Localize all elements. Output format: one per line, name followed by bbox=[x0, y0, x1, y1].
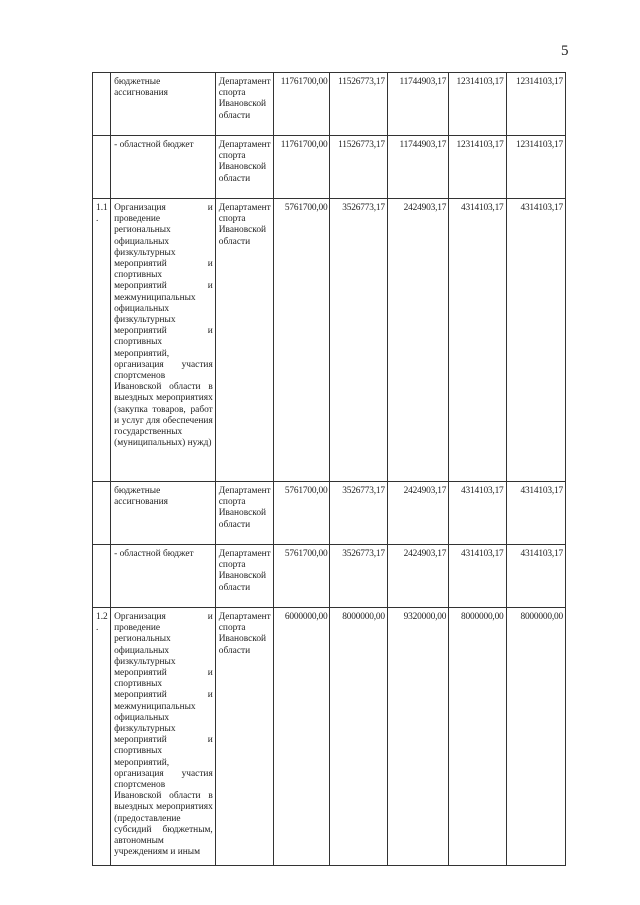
row-value-5: 4314103,17 bbox=[506, 482, 565, 545]
row-number bbox=[93, 482, 111, 545]
row-value-2: 11526773,17 bbox=[330, 136, 387, 199]
row-value-1: 5761700,00 bbox=[274, 545, 330, 608]
row-name: бюджетные ассигнования bbox=[111, 482, 216, 545]
row-value-1: 11761700,00 bbox=[274, 136, 330, 199]
row-value-5: 8000000,00 bbox=[506, 608, 565, 866]
row-value-3: 11744903,17 bbox=[387, 136, 448, 199]
row-value-4: 4314103,17 bbox=[449, 199, 506, 482]
row-name: бюджетные ассигнования bbox=[111, 73, 216, 136]
row-value-3: 11744903,17 bbox=[387, 73, 448, 136]
row-number bbox=[93, 545, 111, 608]
row-department: Департамент спорта Ивановской области bbox=[215, 545, 273, 608]
row-value-2: 3526773,17 bbox=[330, 199, 387, 482]
row-number bbox=[93, 73, 111, 136]
row-number bbox=[93, 136, 111, 199]
row-department: Департамент спорта Ивановской области bbox=[215, 199, 273, 482]
table-row bbox=[93, 608, 566, 866]
row-value-2: 8000000,00 bbox=[330, 608, 387, 866]
row-value-5: 4314103,17 bbox=[506, 199, 565, 482]
page-number: 5 bbox=[561, 43, 569, 59]
row-name: - областной бюджет bbox=[111, 136, 216, 199]
row-value-1: 6000000,00 bbox=[274, 608, 330, 866]
row-value-5: 4314103,17 bbox=[506, 545, 565, 608]
row-value-1: 11761700,00 bbox=[274, 73, 330, 136]
row-value-5: 12314103,17 bbox=[506, 73, 565, 136]
row-value-3: 2424903,17 bbox=[387, 545, 448, 608]
row-value-2: 11526773,17 bbox=[330, 73, 387, 136]
row-value-3: 2424903,17 bbox=[387, 199, 448, 482]
row-number: 1.1. bbox=[93, 199, 111, 482]
row-value-4: 4314103,17 bbox=[449, 482, 506, 545]
row-number: 1.2. bbox=[93, 608, 111, 866]
row-value-2: 3526773,17 bbox=[330, 482, 387, 545]
row-department: Департамент спорта Ивановской области bbox=[215, 482, 273, 545]
row-value-4: 4314103,17 bbox=[449, 545, 506, 608]
row-name: - областной бюджет bbox=[111, 545, 216, 608]
budget-table bbox=[92, 72, 566, 866]
row-department: Департамент спорта Ивановской области bbox=[215, 136, 273, 199]
row-value-4: 12314103,17 bbox=[449, 73, 506, 136]
table-row bbox=[93, 199, 566, 482]
row-department: Департамент спорта Ивановской области bbox=[215, 608, 273, 866]
row-value-5: 12314103,17 bbox=[506, 136, 565, 199]
table-row bbox=[93, 136, 566, 199]
row-value-1: 5761700,00 bbox=[274, 199, 330, 482]
row-department: Департамент спорта Ивановской области bbox=[215, 73, 273, 136]
row-value-2: 3526773,17 bbox=[330, 545, 387, 608]
row-value-3: 2424903,17 bbox=[387, 482, 448, 545]
row-name: Организация и проведение региональных официальных физкультурных мероприятий и спортивных мероприятий и межмуниципальных официальных физкультурных мероприятий и спортивных мероприятий, организация участия спортсменов Ивановской области в выездных мероприятиях (закупка товаров, работ и услуг для обеспечения государственных (муниципальных) нужд) bbox=[111, 199, 216, 482]
row-value-4: 12314103,17 bbox=[449, 136, 506, 199]
row-name: Организация и проведение региональных официальных физкультурных мероприятий и спортивных мероприятий и межмуниципальных официальных физкультурных мероприятий и спортивных мероприятий, организация участия спортсменов Ивановской области в выездных мероприятиях (предоставление субсидий бюджетным, автономным учреждениям и иным bbox=[111, 608, 216, 866]
row-value-1: 5761700,00 bbox=[274, 482, 330, 545]
table-row bbox=[93, 73, 566, 136]
row-value-4: 8000000,00 bbox=[449, 608, 506, 866]
table-row bbox=[93, 482, 566, 545]
table-row bbox=[93, 545, 566, 608]
row-value-3: 9320000,00 bbox=[387, 608, 448, 866]
